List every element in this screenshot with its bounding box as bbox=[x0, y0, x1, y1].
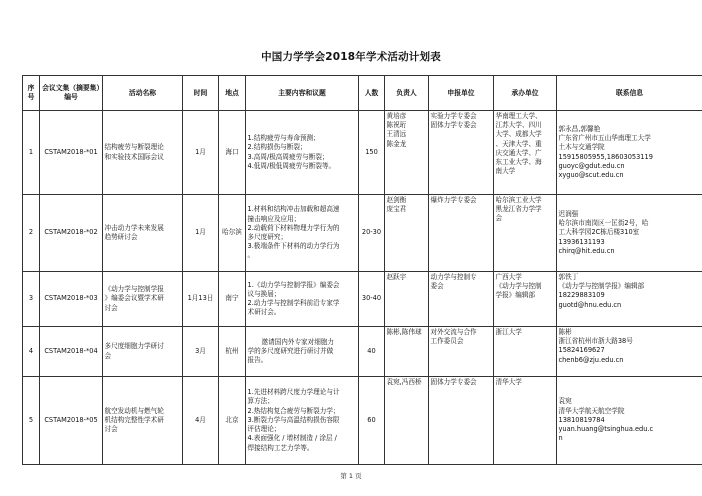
cell-code: CSTAM2018-*03 bbox=[40, 272, 103, 327]
contact-line: 迟润强 bbox=[558, 209, 579, 218]
cell-host bbox=[494, 111, 557, 195]
cell-leader bbox=[385, 195, 429, 272]
name-line: 讨会 bbox=[104, 303, 118, 312]
cell-place: 南宁 bbox=[219, 272, 246, 327]
cell-code: CSTAM2018-*05 bbox=[40, 377, 103, 465]
page-number: 第 1 页 bbox=[340, 472, 362, 480]
cell-leader bbox=[385, 111, 429, 195]
name-line: 机结构完整性学术研 bbox=[104, 415, 164, 424]
cell-seq: 5 bbox=[23, 377, 40, 465]
applicant-line: 实验力学专委会 bbox=[430, 112, 477, 120]
header-name: 活动名称 bbox=[103, 76, 183, 111]
content-line: 报告。 bbox=[247, 356, 268, 365]
content-line: 1.材料和结构冲击加载和超高速 bbox=[247, 205, 340, 214]
name-line: 《动力学与控制学报 bbox=[104, 285, 164, 294]
cell-content bbox=[246, 327, 359, 377]
content-line: 议与换届； bbox=[247, 289, 281, 298]
document-title: 中国力学学会2018年学术活动计划表 bbox=[261, 51, 441, 63]
cell-place: 哈尔滨 bbox=[219, 195, 246, 272]
contact-line: 15824169627 bbox=[558, 346, 605, 355]
cell-content bbox=[246, 272, 359, 327]
cell-applicant bbox=[429, 111, 494, 195]
cell-host bbox=[494, 195, 557, 272]
content-line: 4.低周/极低周疲劳与断裂等。 bbox=[247, 161, 336, 170]
name-line: 冲击动力学未来发展 bbox=[104, 223, 164, 232]
host-line: 黑龙江省力学学 bbox=[495, 205, 542, 214]
cell-seq: 1 bbox=[23, 111, 40, 195]
content-line: 撞击响应及应用； bbox=[247, 214, 301, 223]
content-line: 邀请国内外专家对细胞力 bbox=[261, 337, 335, 346]
cell-applicant bbox=[429, 195, 494, 272]
host-line: 《动力学与控制 bbox=[495, 282, 542, 291]
table-row bbox=[23, 195, 702, 272]
cell-time: 1月13日 bbox=[183, 272, 219, 327]
table-row bbox=[23, 377, 702, 465]
header-people: 人数 bbox=[359, 76, 385, 111]
cell-name bbox=[103, 195, 183, 272]
host-line: 会 bbox=[495, 214, 503, 223]
content-line: 评估理论； bbox=[247, 425, 281, 434]
content-line: 。 bbox=[247, 251, 255, 260]
header-seq: 序号 bbox=[23, 76, 40, 111]
contact-line: 广东省广州市五山华南理工大学 bbox=[558, 134, 651, 143]
content-line: 4.表面强化 / 增材制造 / 涂层 / bbox=[247, 434, 337, 443]
cell-name bbox=[103, 327, 183, 377]
cell-name bbox=[103, 272, 183, 327]
applicant-line: 工作委员会 bbox=[430, 337, 464, 346]
applicant-line: 委会 bbox=[430, 282, 444, 291]
content-line: 算方法； bbox=[247, 397, 274, 406]
cell-people: 20-30 bbox=[359, 195, 385, 272]
host-line: 庆交通大学、广 bbox=[495, 148, 542, 157]
content-line: 1.结构疲劳与寿命预测； bbox=[247, 134, 320, 143]
contact-email: n bbox=[558, 434, 563, 443]
leader-line: 陈金龙 bbox=[386, 139, 407, 148]
contact-line: 郭永昌,郭馨艳 bbox=[558, 124, 601, 133]
content-line: 2.动力学与控制学科前沿专家学 bbox=[247, 299, 340, 307]
content-line: 焊接结构工艺力学等。 bbox=[247, 443, 314, 452]
cell-host bbox=[494, 327, 557, 377]
cell-time: 3月 bbox=[183, 327, 219, 377]
cell-seq: 2 bbox=[23, 195, 40, 272]
contact-email: xyguo@scut.edu.cn bbox=[558, 170, 624, 179]
cell-applicant bbox=[429, 327, 494, 377]
contact-line: 13810819784 bbox=[558, 415, 605, 424]
header-leader: 负责人 bbox=[385, 76, 429, 111]
cell-place: 杭州 bbox=[219, 327, 246, 377]
contact-line: 郭铁丁 bbox=[558, 273, 579, 281]
contact-email: guoyc@gdut.edu.cn bbox=[558, 161, 625, 170]
cell-time: 1月 bbox=[183, 195, 219, 272]
applicant-line: 固体力学专委会 bbox=[430, 378, 477, 386]
name-line: 多尺度细胞力学研讨 bbox=[104, 342, 164, 351]
host-line: 哈尔滨工业大学 bbox=[495, 196, 542, 204]
activity-plan-table bbox=[22, 75, 702, 465]
host-line: 清华大学 bbox=[495, 378, 522, 386]
contact-email: chenb6@zju.edu.cn bbox=[558, 355, 624, 364]
header-place: 地点 bbox=[219, 76, 246, 111]
cell-people: 30-40 bbox=[359, 272, 385, 327]
cell-applicant bbox=[429, 272, 494, 327]
cell-host bbox=[494, 377, 557, 465]
cell-seq: 4 bbox=[23, 327, 40, 377]
cell-contact bbox=[557, 111, 702, 195]
cell-contact bbox=[557, 377, 702, 465]
content-line: 多尺度研究； bbox=[247, 233, 288, 241]
cell-code: CSTAM2018-*01 bbox=[40, 111, 103, 195]
cell-contact bbox=[557, 195, 702, 272]
content-line: 1.先进材料跨尺度力学理论与计 bbox=[247, 388, 340, 397]
cell-people: 60 bbox=[359, 377, 385, 465]
contact-email: chirq@hit.edu.cn bbox=[558, 246, 615, 255]
contact-email: guotd@hnu.edu.cn bbox=[558, 300, 622, 309]
table-row bbox=[23, 327, 702, 377]
applicant-line: 对外交流与合作 bbox=[430, 328, 477, 336]
content-line: 3.高周/极高周疲劳与断裂； bbox=[247, 152, 329, 161]
host-line: 南大学 bbox=[495, 167, 516, 176]
applicant-line: 爆炸力学专委会 bbox=[430, 196, 477, 204]
header-contact: 联系信息 bbox=[557, 76, 702, 111]
cell-content bbox=[246, 195, 359, 272]
leader-line: 黄培彦 bbox=[386, 112, 407, 120]
applicant-line: 固体力学专委会 bbox=[430, 121, 477, 130]
leader-line: 庞宝君 bbox=[386, 205, 407, 214]
host-line: 江苏大学、四川 bbox=[495, 121, 542, 130]
contact-line: 18229883109 bbox=[558, 291, 605, 300]
applicant-line: 动力学与控制专 bbox=[430, 273, 477, 281]
cell-time: 4月 bbox=[183, 377, 219, 465]
contact-line: 《动力学与控制学报》编辑部 bbox=[558, 282, 645, 291]
content-line: 1.《动力学与控制学报》编委会 bbox=[247, 280, 340, 289]
cell-content bbox=[246, 377, 359, 465]
cell-time: 1月 bbox=[183, 111, 219, 195]
cell-leader bbox=[385, 327, 429, 377]
cell-place: 海口 bbox=[219, 111, 246, 195]
host-line: 学报》编辑部 bbox=[495, 291, 536, 300]
host-line: 、天津大学、重 bbox=[495, 139, 542, 148]
cell-name bbox=[103, 377, 183, 465]
cell-leader bbox=[385, 377, 429, 465]
host-line: 浙江大学 bbox=[495, 328, 522, 336]
header-host: 承办单位 bbox=[494, 76, 557, 111]
cell-leader bbox=[385, 272, 429, 327]
cell-contact bbox=[557, 272, 702, 327]
cell-host bbox=[494, 272, 557, 327]
contact-line: 工大科学园2C栋后楼310室 bbox=[558, 228, 640, 237]
host-line: 大学、成都大学 bbox=[495, 130, 542, 139]
name-line: 》编委会议暨学术研 bbox=[104, 294, 164, 303]
cell-name bbox=[103, 111, 183, 195]
leader-line: 陈祝珩 bbox=[386, 121, 407, 130]
cell-seq: 3 bbox=[23, 272, 40, 327]
header-code: 会议文集（摘要集）编号 bbox=[40, 76, 103, 111]
content-line: 3.断裂力学与高温结构损伤容限 bbox=[247, 415, 340, 424]
content-line: 3.极端条件下材料的动力学行为 bbox=[247, 242, 340, 251]
cell-people: 150 bbox=[359, 111, 385, 195]
table-row bbox=[23, 111, 702, 195]
name-line: 讨会 bbox=[104, 425, 118, 434]
leader-line: 袁宛,冯西桥 bbox=[386, 378, 422, 386]
leader-line: 赵剑衡 bbox=[386, 196, 407, 204]
host-line: 广西大学 bbox=[495, 273, 522, 281]
name-line: 趋势研讨会 bbox=[104, 233, 138, 241]
cell-people: 40 bbox=[359, 327, 385, 377]
header-time: 时间 bbox=[183, 76, 219, 111]
host-line: 华南理工大学、 bbox=[495, 112, 542, 120]
cell-code: CSTAM2018-*02 bbox=[40, 195, 103, 272]
name-line: 会 bbox=[104, 351, 112, 360]
leader-line: 陈彬,陈伟球 bbox=[386, 328, 422, 336]
table-header-row bbox=[23, 76, 702, 111]
contact-email: yuan.huang@tsinghua.edu.c bbox=[558, 425, 654, 434]
contact-line: 袁宛 bbox=[558, 397, 572, 406]
cell-applicant bbox=[429, 377, 494, 465]
header-content: 主要内容和议题 bbox=[246, 76, 359, 111]
leader-line: 王清远 bbox=[386, 130, 407, 139]
name-line: 航空发动机与燃气轮 bbox=[104, 406, 164, 415]
cell-contact bbox=[557, 327, 702, 377]
contact-line: 哈尔滨市南岗区一匡街2号，哈 bbox=[558, 219, 649, 228]
leader-line: 赵跃宇 bbox=[386, 273, 407, 281]
contact-line: 陈彬 bbox=[558, 328, 572, 336]
cell-place: 北京 bbox=[219, 377, 246, 465]
table-row bbox=[23, 272, 702, 327]
content-line: 2.热结构复合疲劳与断裂力学； bbox=[247, 406, 340, 415]
content-line: 学的多尺度研究进行研讨并做 bbox=[247, 346, 334, 355]
contact-line: 15915805955,18603053119 bbox=[558, 152, 653, 161]
cell-code: CSTAM2018-*04 bbox=[40, 327, 103, 377]
content-line: 术研讨会。 bbox=[247, 308, 281, 317]
content-line: 2.动载荷下材料物理力学行为的 bbox=[247, 223, 340, 232]
contact-line: 13936131193 bbox=[558, 237, 605, 246]
contact-line: 土木与交通学院 bbox=[558, 143, 605, 152]
content-line: 2.结构损伤与断裂； bbox=[247, 143, 307, 152]
contact-line: 浙江省杭州市浙大路38号 bbox=[558, 337, 633, 346]
contact-line: 清华大学航天航空学院 bbox=[558, 406, 625, 415]
header-applicant: 申报单位 bbox=[429, 76, 494, 111]
name-line: 和实验技术国际会议 bbox=[104, 152, 164, 161]
cell-content bbox=[246, 111, 359, 195]
name-line: 结构疲劳与断裂理论 bbox=[104, 143, 164, 152]
host-line: 东工业大学、海 bbox=[495, 158, 542, 167]
